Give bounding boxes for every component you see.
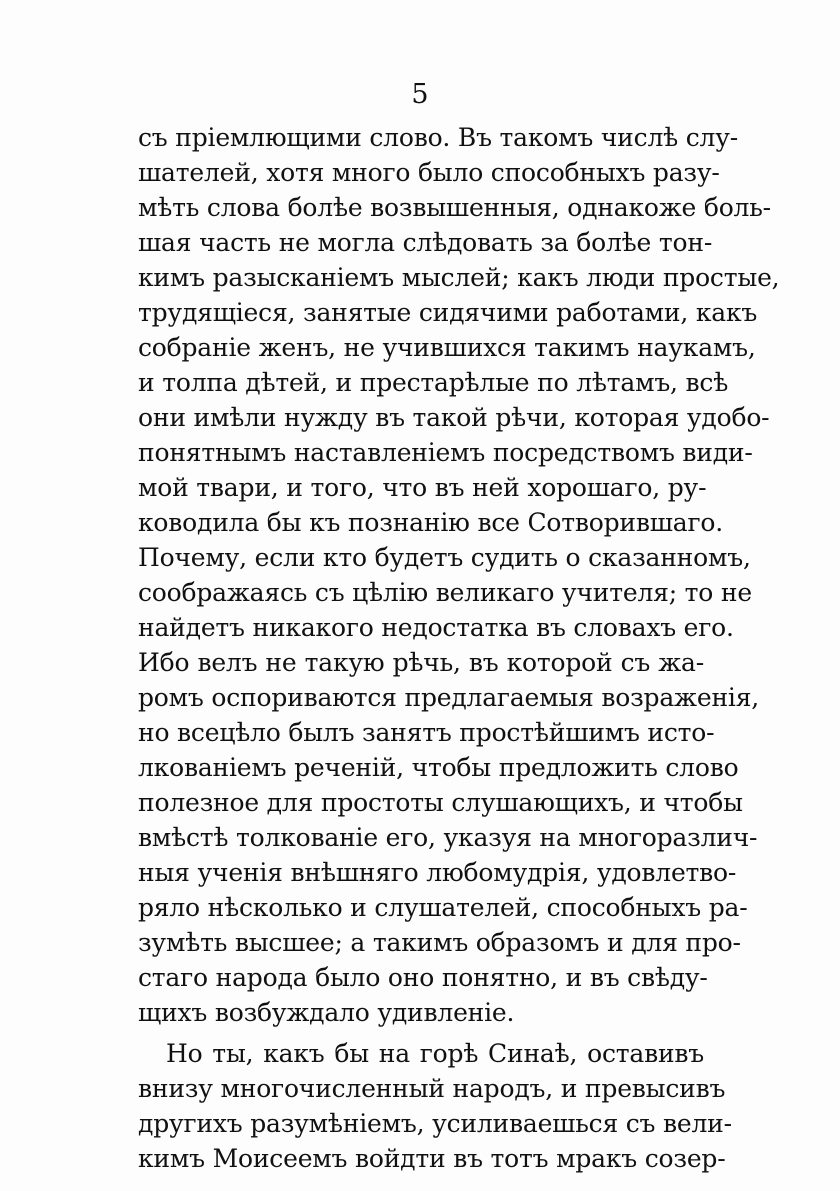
text-line: ряло нѣсколько и слушателей, способныхъ ра-: [138, 893, 748, 922]
text-line: кимъ Моисеемъ войдти въ тотъ мракъ созер-: [138, 1144, 726, 1173]
text-line: съ пріемлющими слово. Въ такомъ числѣ слу-: [138, 123, 738, 152]
text-line: внизу многочисленный народъ, и превысивъ: [138, 1074, 726, 1103]
text-line: трудящіеся, занятые сидячими работами, какъ: [138, 298, 758, 327]
text-line: они имѣли нужду въ такой рѣчи, которая удобо-: [138, 403, 770, 432]
text-line: кимъ разысканіемъ мыслей; какъ люди простые,: [138, 263, 780, 292]
text-line: ководила бы къ познанію все Сотворившаго.: [138, 508, 723, 537]
text-line: мѣть слова болѣе возвышенныя, однакоже боль-: [138, 193, 771, 222]
text-line: полезное для простоты слушающихъ, и чтобы: [138, 788, 743, 817]
text-line: понятнымъ наставленіемъ посредствомъ види-: [138, 438, 753, 467]
text-line: мой твари, и того, что въ ней хорошаго, ру-: [138, 473, 707, 502]
text-line: ромъ оспориваются предлагаемыя возраженія,: [138, 683, 760, 712]
text-line: стаго народа было оно понятно, и въ свѣду-: [138, 963, 708, 992]
text-line: лкованіемъ реченій, чтобы предложить слово: [138, 753, 739, 782]
text-line: щихъ возбуждало удивленіе.: [138, 998, 515, 1027]
text-line: но всецѣло былъ занятъ простѣйшимъ исто-: [138, 718, 715, 747]
paragraph-2: [138, 1036, 732, 1176]
body-text: [138, 120, 780, 1176]
text-line: зумѣть высшее; а такимъ образомъ и для про-: [138, 928, 741, 957]
text-line: Ибо велъ не такую рѣчь, въ которой съ жа-: [138, 648, 704, 677]
paragraph-1: [138, 120, 780, 1030]
text-line: Но ты, какъ бы на горѣ Синаѣ, оставивъ: [166, 1039, 704, 1068]
text-line: другихъ разумѣніемъ, усиливаешься съ вели-: [138, 1109, 732, 1138]
text-line: Почему, если кто будетъ судить о сказанномъ,: [138, 543, 751, 572]
page-number: 5: [411, 79, 429, 110]
text-line: вмѣстѣ толкованіе его, указуя на многоразлич-: [138, 823, 758, 852]
text-line: найдетъ никакого недостатка въ словахъ его.: [138, 613, 734, 642]
text-line: и толпа дѣтей, и престарѣлые по лѣтамъ, всѣ: [138, 368, 729, 397]
text-line: шая часть не могла слѣдовать за болѣе тон-: [138, 228, 713, 257]
text-line: собраніе женъ, не учившихся такимъ наукамъ,: [138, 333, 756, 362]
text-line: ныя ученія внѣшняго любомудрія, удовлетво-: [138, 858, 737, 887]
text-line: шателей, хотя много было способныхъ разу-: [138, 158, 720, 187]
text-line: соображаясь съ цѣлію великаго учителя; то не: [138, 578, 752, 607]
